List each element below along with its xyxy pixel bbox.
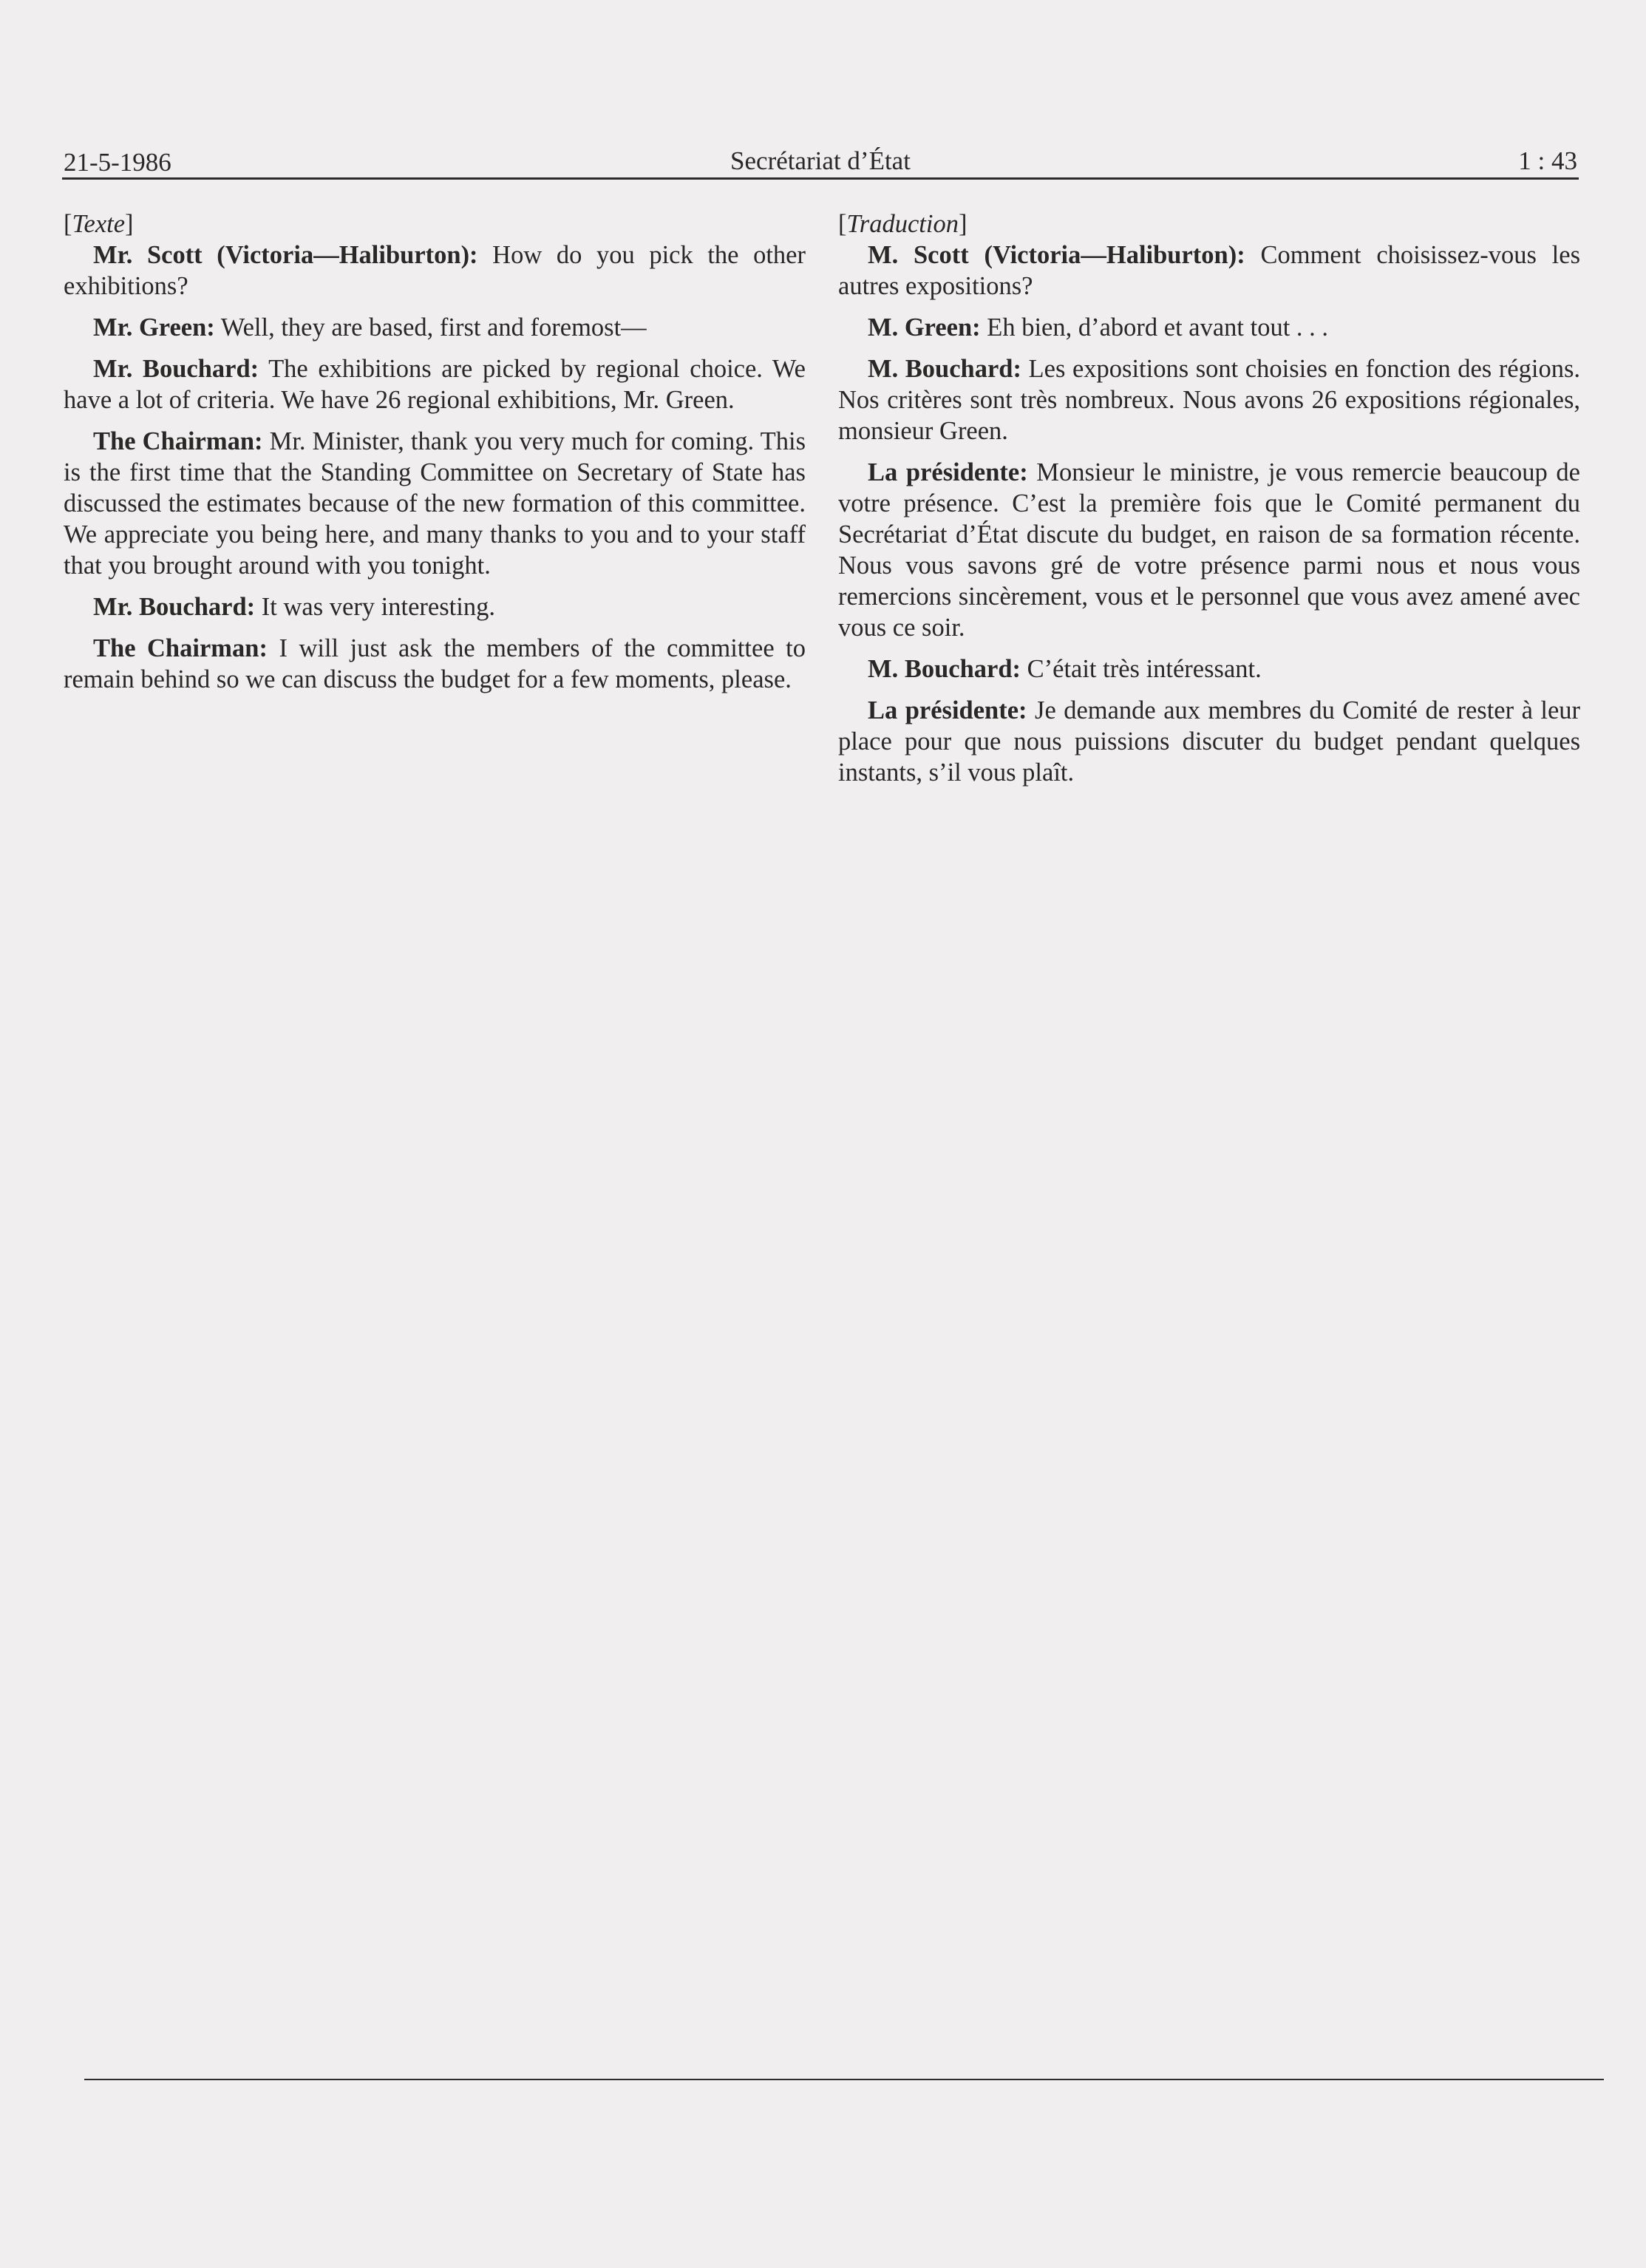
speech: Monsieur le ministre, je vous remercie beaucoup de votre présence. C’est la première fois que le Comité permanent du Secrétariat d’État discute du budget, en raison de sa formation récente. Nous vous savons gré de votre présence parmi nous et nous vous remercions sincèrement, vous et le personnel que vous avez amené avec vous ce soir. <box>838 458 1580 642</box>
speaker: M. Bouchard: <box>868 655 1021 683</box>
column-label-text: Traduction <box>846 210 959 238</box>
paragraph <box>64 312 806 343</box>
speaker: Mr. Green: <box>93 313 215 342</box>
speech: How do you pick the other exhibitions? <box>64 241 806 300</box>
speaker: La présidente: <box>868 458 1028 486</box>
column-label: [Texte] <box>64 210 134 238</box>
speaker: Mr. Bouchard: <box>93 355 259 383</box>
speech: Well, they are based, first and foremost— <box>214 313 647 342</box>
paragraph <box>838 457 1580 643</box>
speaker: Mr. Bouchard: <box>93 593 256 621</box>
speech: Je demande aux membres du Comité de rester à leur place pour que nous puissions discuter du budget pendant quelques instants, s’il vous plaît. <box>838 696 1580 787</box>
speaker: The Chairman: <box>93 427 263 455</box>
speech: Les expositions sont choisies en fonction des régions. Nos critères sont très nombreux. Nous avons 26 expositions régionales, monsieur Green. <box>838 355 1581 445</box>
speaker: M. Green: <box>868 313 981 342</box>
paragraph <box>64 633 806 695</box>
speech: Mr. Minister, thank you very much for coming. This is the first time that the Standing Committee on Secretary of State has discussed the estimates because of the new formation of this committee. We appreciate you being here, and many thanks to you and to your staff that you brought around with you tonight. <box>64 427 806 580</box>
paragraph <box>838 240 1580 302</box>
paragraph <box>838 695 1580 788</box>
paragraph <box>64 240 806 302</box>
header-page-number: 1 : 43 <box>1518 146 1577 175</box>
header-title: Secrétariat d’État <box>730 146 911 175</box>
footer-rule <box>84 2079 1604 2080</box>
speech: It was very interesting. <box>255 593 495 621</box>
speech: C’était très intéressant. <box>1021 655 1262 683</box>
header-date: 21-5-1986 <box>64 148 171 177</box>
speech: The exhibitions are picked by regional choice. We have a lot of criteria. We have 26 regional exhibitions, Mr. Green. <box>64 355 806 414</box>
page-header <box>64 140 1577 182</box>
speech: I will just ask the members of the committee to remain behind so we can discuss the budget for a few moments, please. <box>64 634 806 693</box>
paragraph <box>64 426 806 581</box>
speaker: Mr. Scott (Victoria—Haliburton): <box>93 241 478 269</box>
paragraph <box>64 353 806 415</box>
speaker: La présidente: <box>868 696 1027 724</box>
speaker: M. Bouchard: <box>868 355 1021 383</box>
header-rule <box>62 177 1579 180</box>
paragraph <box>838 312 1580 343</box>
speech: Eh bien, d’abord et avant tout . . . <box>980 313 1329 342</box>
column-label-text: Texte <box>72 210 126 238</box>
paragraph <box>64 591 806 622</box>
paragraph <box>838 653 1580 685</box>
paragraph <box>838 353 1580 447</box>
speech: Comment choisissez-vous les autres expositions? <box>838 241 1580 300</box>
speaker: M. Scott (Victoria—Haliburton): <box>868 241 1245 269</box>
english-column <box>64 208 806 705</box>
speaker: The Chairman: <box>93 634 268 662</box>
french-column <box>838 208 1580 798</box>
column-label: [Traduction] <box>838 210 967 238</box>
